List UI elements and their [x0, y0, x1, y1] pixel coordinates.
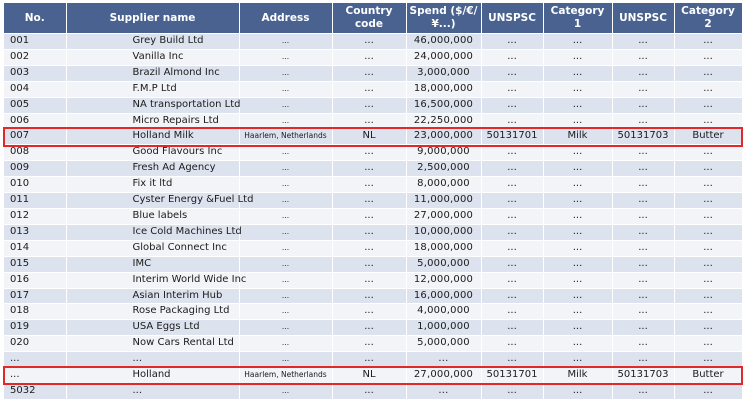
cell-unspsc-2: ...	[612, 34, 674, 50]
cell-spend: ...	[406, 383, 481, 399]
cell-supplier-name: F.M.P Ltd	[66, 81, 239, 97]
cell-category-1: ...	[543, 65, 612, 81]
cell-category-2: ...	[674, 97, 742, 113]
cell-supplier-name: Fresh Ad Agency	[66, 161, 239, 177]
cell-no: 001	[4, 34, 66, 50]
cell-address: ...	[239, 65, 332, 81]
cell-category-1: ...	[543, 34, 612, 50]
cell-spend: ...	[406, 352, 481, 368]
cell-unspsc-2: ...	[612, 65, 674, 81]
cell-unspsc-1: ...	[481, 320, 543, 336]
cell-unspsc-1: ...	[481, 81, 543, 97]
cell-no: 019	[4, 320, 66, 336]
cell-category-1: Milk	[543, 129, 612, 145]
cell-unspsc-2: ...	[612, 272, 674, 288]
cell-supplier-name: Rose Packaging Ltd	[66, 304, 239, 320]
cell-supplier-name: Fix it ltd	[66, 177, 239, 193]
cell-country-code: ...	[332, 145, 406, 161]
cell-country-code: ...	[332, 320, 406, 336]
cell-unspsc-2: ...	[612, 161, 674, 177]
cell-country-code: ...	[332, 65, 406, 81]
cell-unspsc-1: ...	[481, 240, 543, 256]
cell-category-1: ...	[543, 208, 612, 224]
cell-category-2: ...	[674, 208, 742, 224]
cell-unspsc-1: ...	[481, 193, 543, 209]
cell-country-code: ...	[332, 81, 406, 97]
cell-spend: 5,000,000	[406, 336, 481, 352]
cell-category-2: ...	[674, 65, 742, 81]
cell-no: 014	[4, 240, 66, 256]
cell-address: Haarlem, Netherlands	[239, 129, 332, 145]
cell-country-code: NL	[332, 368, 406, 384]
cell-category-2: ...	[674, 161, 742, 177]
cell-spend: 24,000,000	[406, 49, 481, 65]
cell-country-code: ...	[332, 336, 406, 352]
cell-unspsc-1: ...	[481, 145, 543, 161]
cell-address: ...	[239, 177, 332, 193]
cell-unspsc-2: ...	[612, 304, 674, 320]
cell-category-2: ...	[674, 320, 742, 336]
cell-unspsc-2: ...	[612, 49, 674, 65]
cell-category-1: ...	[543, 383, 612, 399]
cell-no: 015	[4, 256, 66, 272]
cell-spend: 27,000,000	[406, 208, 481, 224]
cell-supplier-name: Holland	[66, 368, 239, 384]
cell-category-2: Butter	[674, 368, 742, 384]
cell-spend: 27,000,000	[406, 368, 481, 384]
table-row	[4, 34, 742, 50]
cell-address: ...	[239, 304, 332, 320]
cell-category-2: ...	[674, 177, 742, 193]
table-row	[4, 97, 742, 113]
cell-unspsc-2: ...	[612, 288, 674, 304]
table-row	[4, 240, 742, 256]
cell-spend: 8,000,000	[406, 177, 481, 193]
cell-category-2: ...	[674, 224, 742, 240]
cell-supplier-name: Interim World Wide Inc	[66, 272, 239, 288]
cell-country-code: ...	[332, 272, 406, 288]
cell-unspsc-2: ...	[612, 193, 674, 209]
cell-supplier-name: Ice Cold Machines Ltd	[66, 224, 239, 240]
cell-no: 006	[4, 113, 66, 129]
cell-category-1: ...	[543, 240, 612, 256]
cell-unspsc-1: ...	[481, 49, 543, 65]
cell-category-1: ...	[543, 145, 612, 161]
cell-country-code: ...	[332, 224, 406, 240]
cell-address: ...	[239, 224, 332, 240]
cell-category-1: ...	[543, 193, 612, 209]
cell-address: ...	[239, 113, 332, 129]
table-row	[4, 65, 742, 81]
header-category-2: Category 2	[674, 3, 742, 34]
cell-supplier-name: IMC	[66, 256, 239, 272]
cell-supplier-name: ...	[66, 383, 239, 399]
cell-address: ...	[239, 193, 332, 209]
cell-address: ...	[239, 240, 332, 256]
cell-no: 007	[4, 129, 66, 145]
cell-spend: 2,500,000	[406, 161, 481, 177]
cell-country-code: ...	[332, 113, 406, 129]
cell-supplier-name: USA Eggs Ltd	[66, 320, 239, 336]
cell-unspsc-1: ...	[481, 113, 543, 129]
cell-address: ...	[239, 97, 332, 113]
cell-address: ...	[239, 34, 332, 50]
cell-unspsc-1: ...	[481, 161, 543, 177]
cell-supplier-name: Micro Repairs Ltd	[66, 113, 239, 129]
table-row	[4, 336, 742, 352]
cell-supplier-name: Cyster Energy &Fuel Ltd	[66, 193, 239, 209]
cell-no: 012	[4, 208, 66, 224]
cell-category-1: ...	[543, 352, 612, 368]
header-category-1: Category 1	[543, 3, 612, 34]
cell-no: ...	[4, 368, 66, 384]
cell-supplier-name: ...	[66, 352, 239, 368]
cell-category-2: ...	[674, 336, 742, 352]
cell-country-code: ...	[332, 288, 406, 304]
cell-no: 003	[4, 65, 66, 81]
cell-unspsc-1: 50131701	[481, 129, 543, 145]
cell-unspsc-1: ...	[481, 256, 543, 272]
supplier-spend-table	[4, 3, 743, 400]
cell-unspsc-1: ...	[481, 352, 543, 368]
cell-category-2: ...	[674, 113, 742, 129]
cell-supplier-name: NA transportation Ltd	[66, 97, 239, 113]
cell-unspsc-2: ...	[612, 81, 674, 97]
cell-country-code: NL	[332, 129, 406, 145]
cell-address: ...	[239, 49, 332, 65]
header-supplier-name: Supplier name	[66, 3, 239, 34]
header-unspsc-2: UNSPSC	[612, 3, 674, 34]
cell-category-1: ...	[543, 49, 612, 65]
cell-category-2: ...	[674, 272, 742, 288]
cell-no: 018	[4, 304, 66, 320]
cell-unspsc-2: ...	[612, 145, 674, 161]
cell-spend: 22,250,000	[406, 113, 481, 129]
cell-no: 013	[4, 224, 66, 240]
header-row	[4, 3, 742, 34]
cell-address: ...	[239, 161, 332, 177]
table-row	[4, 383, 742, 399]
header-unspsc-1: UNSPSC	[481, 3, 543, 34]
cell-address: ...	[239, 256, 332, 272]
cell-address: ...	[239, 320, 332, 336]
header-address: Address	[239, 3, 332, 34]
cell-unspsc-1: ...	[481, 383, 543, 399]
cell-no: 004	[4, 81, 66, 97]
table-row	[4, 288, 742, 304]
cell-supplier-name: Now Cars Rental Ltd	[66, 336, 239, 352]
cell-address: ...	[239, 352, 332, 368]
cell-country-code: ...	[332, 161, 406, 177]
cell-spend: 12,000,000	[406, 272, 481, 288]
cell-category-1: Milk	[543, 368, 612, 384]
cell-country-code: ...	[332, 49, 406, 65]
cell-no: 016	[4, 272, 66, 288]
cell-spend: 46,000,000	[406, 34, 481, 50]
cell-address: ...	[239, 272, 332, 288]
cell-no: ...	[4, 352, 66, 368]
cell-category-2: Butter	[674, 129, 742, 145]
cell-unspsc-2: 50131703	[612, 129, 674, 145]
cell-category-1: ...	[543, 113, 612, 129]
cell-address: ...	[239, 145, 332, 161]
cell-category-1: ...	[543, 177, 612, 193]
cell-spend: 1,000,000	[406, 320, 481, 336]
cell-category-1: ...	[543, 256, 612, 272]
cell-unspsc-1: ...	[481, 336, 543, 352]
cell-address: Haarlem, Netherlands	[239, 368, 332, 384]
cell-no: 020	[4, 336, 66, 352]
cell-category-1: ...	[543, 224, 612, 240]
cell-no: 010	[4, 177, 66, 193]
cell-no: 5032	[4, 383, 66, 399]
cell-supplier-name: Global Connect Inc	[66, 240, 239, 256]
cell-address: ...	[239, 288, 332, 304]
cell-country-code: ...	[332, 304, 406, 320]
table-row	[4, 272, 742, 288]
cell-country-code: ...	[332, 97, 406, 113]
cell-address: ...	[239, 383, 332, 399]
cell-supplier-name: Blue labels	[66, 208, 239, 224]
cell-unspsc-2: ...	[612, 97, 674, 113]
table-row	[4, 113, 742, 129]
cell-category-2: ...	[674, 383, 742, 399]
cell-spend: 23,000,000	[406, 129, 481, 145]
cell-country-code: ...	[332, 177, 406, 193]
cell-unspsc-1: ...	[481, 34, 543, 50]
table-row	[4, 352, 742, 368]
cell-unspsc-1: ...	[481, 208, 543, 224]
cell-category-2: ...	[674, 304, 742, 320]
cell-category-2: ...	[674, 193, 742, 209]
cell-unspsc-1: ...	[481, 224, 543, 240]
header-country-code: Country code	[332, 3, 406, 34]
cell-no: 017	[4, 288, 66, 304]
cell-unspsc-2: ...	[612, 113, 674, 129]
cell-category-2: ...	[674, 49, 742, 65]
table-row	[4, 320, 742, 336]
cell-country-code: ...	[332, 240, 406, 256]
cell-no: 002	[4, 49, 66, 65]
cell-category-2: ...	[674, 256, 742, 272]
table-row	[4, 49, 742, 65]
cell-no: 008	[4, 145, 66, 161]
cell-country-code: ...	[332, 34, 406, 50]
cell-unspsc-1: ...	[481, 65, 543, 81]
header-spend: Spend ($/€/¥...)	[406, 3, 481, 34]
cell-unspsc-2: ...	[612, 208, 674, 224]
cell-spend: 11,000,000	[406, 193, 481, 209]
cell-category-1: ...	[543, 272, 612, 288]
cell-country-code: ...	[332, 352, 406, 368]
cell-unspsc-2: ...	[612, 240, 674, 256]
header-no: No.	[4, 3, 66, 34]
cell-category-1: ...	[543, 161, 612, 177]
cell-spend: 9,000,000	[406, 145, 481, 161]
cell-category-2: ...	[674, 288, 742, 304]
cell-unspsc-2: ...	[612, 320, 674, 336]
cell-supplier-name: Grey Build Ltd	[66, 34, 239, 50]
cell-spend: 5,000,000	[406, 256, 481, 272]
cell-category-1: ...	[543, 81, 612, 97]
cell-no: 009	[4, 161, 66, 177]
cell-address: ...	[239, 336, 332, 352]
cell-unspsc-2: ...	[612, 256, 674, 272]
cell-supplier-name: Holland Milk	[66, 129, 239, 145]
cell-spend: 4,000,000	[406, 304, 481, 320]
cell-category-2: ...	[674, 145, 742, 161]
table-row	[4, 193, 742, 209]
cell-address: ...	[239, 81, 332, 97]
table-body	[4, 34, 742, 400]
cell-spend: 18,000,000	[406, 240, 481, 256]
cell-unspsc-2: ...	[612, 177, 674, 193]
cell-supplier-name: Good Flavours Inc	[66, 145, 239, 161]
cell-category-2: ...	[674, 81, 742, 97]
table-row	[4, 81, 742, 97]
cell-category-2: ...	[674, 34, 742, 50]
cell-country-code: ...	[332, 256, 406, 272]
table-row	[4, 304, 742, 320]
cell-address: ...	[239, 208, 332, 224]
cell-unspsc-1: ...	[481, 177, 543, 193]
table-row-highlighted	[4, 129, 742, 145]
cell-supplier-name: Vanilla Inc	[66, 49, 239, 65]
cell-supplier-name: Asian Interim Hub	[66, 288, 239, 304]
cell-unspsc-1: ...	[481, 288, 543, 304]
cell-supplier-name: Brazil Almond Inc	[66, 65, 239, 81]
cell-spend: 16,500,000	[406, 97, 481, 113]
cell-category-1: ...	[543, 336, 612, 352]
table-row	[4, 224, 742, 240]
cell-country-code: ...	[332, 208, 406, 224]
cell-country-code: ...	[332, 193, 406, 209]
cell-category-1: ...	[543, 288, 612, 304]
table-row	[4, 256, 742, 272]
cell-category-1: ...	[543, 320, 612, 336]
cell-category-2: ...	[674, 240, 742, 256]
cell-unspsc-2: ...	[612, 383, 674, 399]
table-row	[4, 177, 742, 193]
table-row-highlighted	[4, 368, 742, 384]
cell-unspsc-1: ...	[481, 272, 543, 288]
cell-category-1: ...	[543, 97, 612, 113]
cell-unspsc-2: 50131703	[612, 368, 674, 384]
cell-unspsc-2: ...	[612, 336, 674, 352]
cell-unspsc-1: ...	[481, 97, 543, 113]
cell-country-code: ...	[332, 383, 406, 399]
cell-unspsc-2: ...	[612, 224, 674, 240]
cell-unspsc-2: ...	[612, 352, 674, 368]
cell-spend: 3,000,000	[406, 65, 481, 81]
cell-spend: 16,000,000	[406, 288, 481, 304]
cell-category-2: ...	[674, 352, 742, 368]
cell-spend: 18,000,000	[406, 81, 481, 97]
cell-spend: 10,000,000	[406, 224, 481, 240]
cell-no: 005	[4, 97, 66, 113]
table-row	[4, 208, 742, 224]
table-row	[4, 161, 742, 177]
cell-category-1: ...	[543, 304, 612, 320]
cell-no: 011	[4, 193, 66, 209]
cell-unspsc-1: ...	[481, 304, 543, 320]
table-row	[4, 145, 742, 161]
cell-unspsc-1: 50131701	[481, 368, 543, 384]
